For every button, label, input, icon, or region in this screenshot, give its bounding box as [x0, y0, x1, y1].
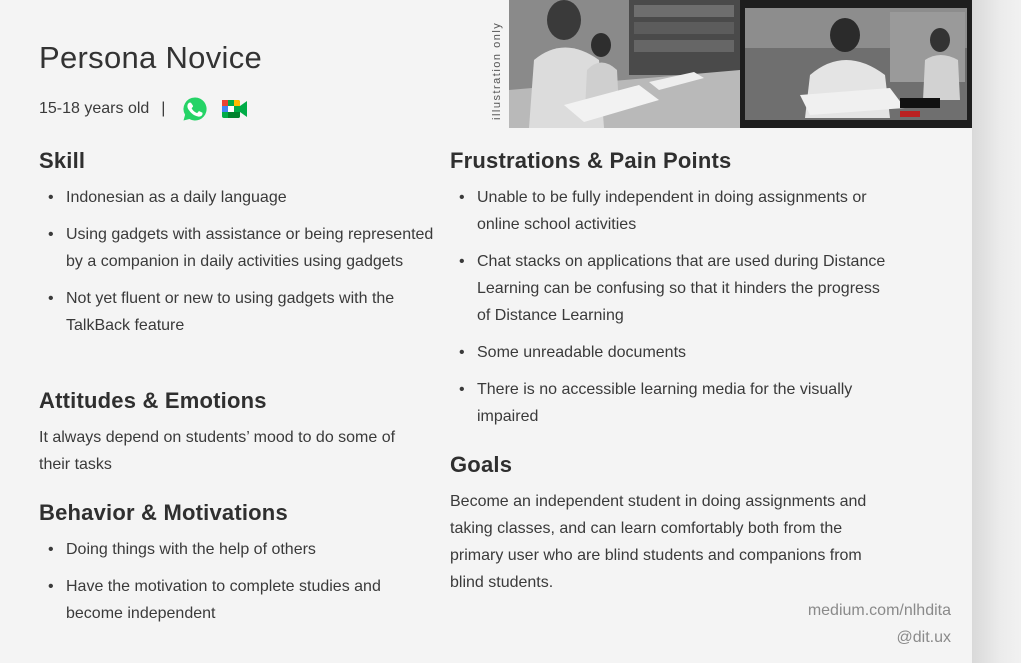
list-item: • There is no accessible learning media for the visually impaired	[450, 376, 895, 430]
behavior-list	[39, 536, 399, 627]
classroom-photo-1	[509, 0, 740, 128]
list-item: • Have the motivation to complete studies and become independent	[39, 573, 399, 627]
credits	[808, 597, 951, 651]
behavior-section	[39, 500, 399, 627]
list-item: • Unable to be fully independent in doing assignments or online school activities	[450, 184, 895, 238]
list-item: • Not yet fluent or new to using gadgets with the TalkBack feature	[39, 285, 439, 339]
whatsapp-icon	[182, 96, 208, 122]
list-item: • Doing things with the help of others	[39, 536, 399, 563]
right-edge-shade	[972, 0, 1021, 663]
frustrations-list	[450, 184, 895, 430]
credit-site: medium.com/nlhdita	[807, 602, 951, 619]
behavior-heading: Behavior & Motivations	[39, 500, 288, 525]
goals-text: Become an independent student in doing assignments and taking classes, and can learn comfortably both from the primary user who are blind students and companions from blind students.	[450, 493, 867, 591]
list-item: • Indonesian as a daily language	[39, 184, 439, 211]
persona-title: Persona Novice	[39, 40, 263, 75]
frustrations-heading: Frustrations & Pain Points	[450, 148, 732, 173]
illustration-label: illustration only	[491, 21, 503, 120]
separator: |	[161, 100, 166, 117]
age-row	[39, 96, 260, 122]
goals-section	[450, 452, 895, 596]
skill-section	[39, 148, 439, 339]
age-range: 15-18 years old	[39, 100, 150, 117]
google-meet-icon	[221, 96, 247, 122]
frustrations-section	[450, 148, 895, 430]
list-item: • Using gadgets with assistance or being represented by a companion in daily activities using gadgets	[39, 221, 439, 275]
credit-handle: @dit.ux	[896, 629, 951, 646]
attitudes-section	[39, 388, 419, 478]
classroom-photo-2	[740, 0, 972, 128]
list-item: • Chat stacks on applications that are used during Distance Learning can be confusing so that it hinders the progress of Distance Learning	[450, 248, 895, 329]
attitudes-text: It always depend on students’ mood to do some of their tasks	[39, 429, 396, 473]
goals-heading: Goals	[450, 452, 513, 477]
skill-heading: Skill	[39, 148, 86, 173]
skill-list	[39, 184, 439, 339]
attitudes-heading: Attitudes & Emotions	[39, 388, 267, 413]
list-item: • Some unreadable documents	[450, 339, 895, 366]
